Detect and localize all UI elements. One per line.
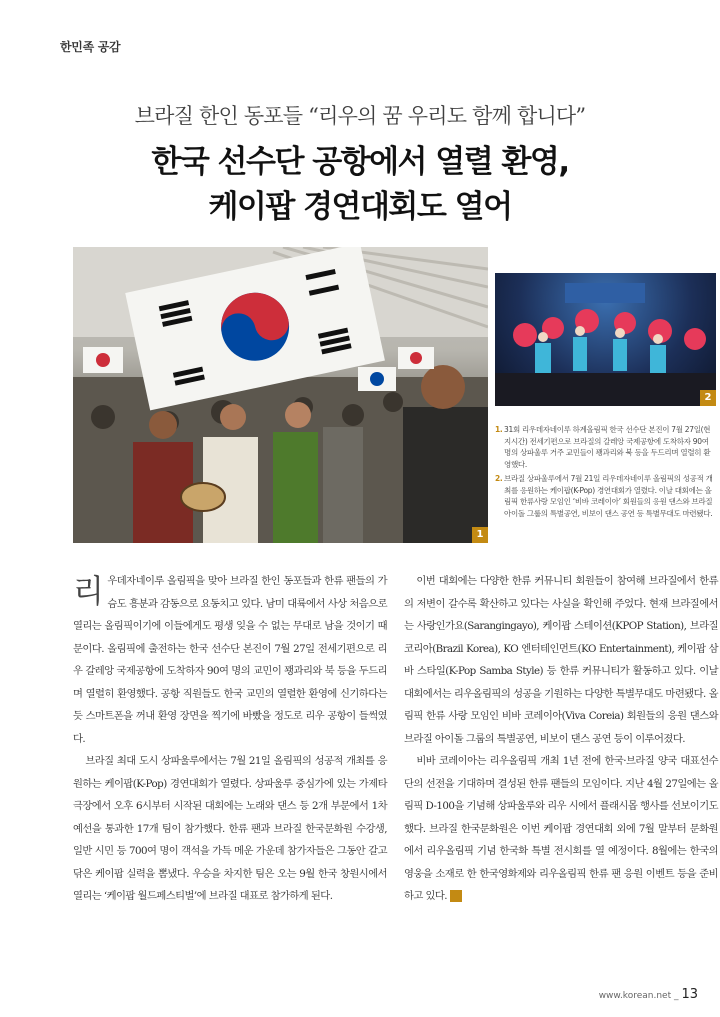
dropcap: 리 xyxy=(73,572,104,610)
kpop-stage-illustration xyxy=(495,273,716,406)
title-line-2: 케이팝 경연대회도 열어 xyxy=(208,189,512,225)
paragraph: 이번 대회에는 다양한 한류 커뮤니티 회원들이 참여해 브라질에서 한류의 저변이 갈수록 확산하고 있다는 사실을 확인해 주었다. 현재 브라질에서는 사랑인가요(Sarangingayo), 케이팝 스테이션(KPOP Station), 브라질 코리아(Brazil Korea), KO 엔터테인먼트(KO Entertainment), 케이팝 삼바 스타일(K-Pop Samba Style) 등 한류 커뮤니티가 활동하고 있다. 이날 대회에서는 리우올림픽의 성공을 기원하는 다양한 특별무대도 마련됐다. 올림픽 한류 사랑 모임인 비바 코레이아(Viva Coreia) 회원들의 응원 댄스와 브라질 아이돌 그룹의 특별공연, 비보이 댄스 공연 등이 이루어졌다. xyxy=(404,575,718,745)
article-subtitle: 브라질 한인 동포들 “리우의 꿈 우리도 함께 합니다” xyxy=(134,104,586,128)
article-column-left xyxy=(73,570,387,908)
paragraph xyxy=(404,750,718,908)
paragraph-text: 우데자네이루 올림픽을 맞아 브라질 한인 동포들과 한류 팬들의 가슴도 흥분과 감동으로 요동치고 있다. 남미 대륙에서 사상 처음으로 열리는 올림픽이기에 이들에게도 평생 잊을 수 없는 무대로 남을 것이기 때문이다. 올림픽에 출전하는 한국 선수단 본진이 7월 27일 전세기편으로 리우 갈레앙 국제공항에 도착하자 90여 명의 교민이 꽹과리와 북 등을 두드리며 열렬히 환영했다. 공항 직원들도 한국 교민의 열렬한 환영에 신기하다는 듯 스마트폰을 꺼내 환영 장면을 찍기에 바빴을 정도로 리우 공항이 들썩였다. xyxy=(73,575,387,745)
caption-number: 2. xyxy=(495,474,503,483)
caption-text: 브라질 상파울루에서 7월 21일 리우데자네이루 올림픽의 성공적 개최를 응원하는 케이팝(K-Pop) 경연대회가 열렸다. 이날 대회에는 올림픽 한류사랑 모임인 ‘비바 코레이아’ 회원들의 응원 댄스와 브라질 아이돌 그룹의 특별공연, 비보이 댄스 공연 등 특별무대도 마련됐다. xyxy=(504,474,713,518)
article-title xyxy=(0,140,720,230)
caption-number: 1. xyxy=(495,425,503,434)
section-label: 한민족 공감 xyxy=(60,40,121,54)
footer-url: www.korean.net _ xyxy=(598,991,679,1001)
paragraph: 브라질 최대 도시 상파울루에서는 7월 21일 올림픽의 성공적 개최를 응원하는 케이팝(K-Pop) 경연대회가 열렸다. 상파울루 중심가에 있는 가제타 극장에서 오후 6시부터 시작된 대회에는 노래와 댄스 등 2개 부문에서 1차 예선을 통과한 17개 팀이 참가했다. 한류 팬과 브라질 한국문화원 수강생, 일반 시민 등 700여 명이 객석을 가득 메운 가운데 참가자들은 그동안 갈고 닦은 케이팝 실력을 뽐냈다. 우승을 차지한 팀은 오는 9월 한국 창원시에서 열리는 ‘케이팝 월드페스티벌’에 브라질 대표로 참가하게 된다. xyxy=(73,755,387,902)
caption-item xyxy=(495,424,717,470)
airport-welcome-photo xyxy=(73,247,488,543)
photo-number-badge: 1 xyxy=(472,527,488,543)
caption-text: 31회 리우데자네이루 하계올림픽 한국 선수단 본진이 7월 27일(현지시간) 전세기편으로 브라질의 갈레앙 국제공항에 도착하자 90여 명의 상파울루 거주 교민들이 꽹과리와 북 등을 두드리며 열렬히 환영했다. xyxy=(504,425,711,469)
title-line-1: 한국 선수단 공항에서 열렬 환영, xyxy=(151,144,569,180)
paragraph-text: 비바 코레이아는 리우올림픽 개최 1년 전에 한국·브라질 양국 대표선수단의 선전을 기대하며 결성된 한류 팬들의 모임이다. 지난 4월 27일에는 올림픽 D-100을 기념해 상파울루와 리우 시에서 플래시몹 행사를 선보이기도 했다. 브라질 한국문화원은 이번 케이팝 경연대회 외에 7월 말부터 문화원에서 리우올림픽 기념 한국화 특별 전시회를 열 예정이다. 8월에는 한국의 영웅을 소재로 한 한국영화제와 리우올림픽 한류 팬 응원 이벤트 등을 준비하고 있다. xyxy=(404,755,718,902)
photo-captions xyxy=(495,424,717,519)
airport-welcome-illustration xyxy=(73,247,488,543)
article-column-right xyxy=(404,570,718,908)
end-mark-icon: 참 xyxy=(450,890,462,902)
paragraph xyxy=(73,570,387,750)
kpop-contest-photo xyxy=(495,273,716,406)
page-number: 13 xyxy=(681,987,698,1002)
page-footer xyxy=(599,987,698,1002)
caption-item xyxy=(495,473,717,519)
photo-number-badge: 2 xyxy=(700,390,716,406)
